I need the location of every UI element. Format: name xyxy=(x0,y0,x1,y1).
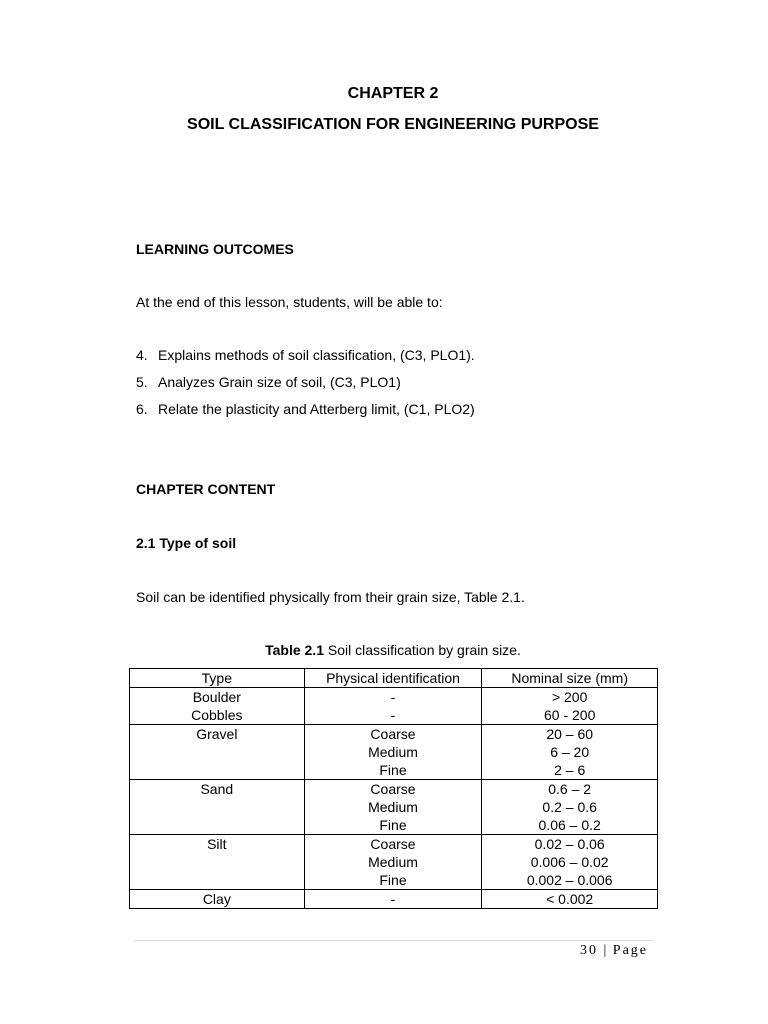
table-row xyxy=(130,835,658,854)
footer-divider xyxy=(134,940,654,941)
cell-type: Boulder xyxy=(130,688,305,707)
chapter-title: CHAPTER 2 xyxy=(347,85,439,102)
table-row xyxy=(130,890,658,909)
cell-identification: Coarse xyxy=(304,725,482,744)
table-row xyxy=(130,853,658,871)
learning-outcomes-intro: At the end of this lesson, students, will be able to: xyxy=(136,294,443,310)
cell-identification: Coarse xyxy=(304,780,482,799)
list-item-number: 6. xyxy=(136,401,148,417)
list-item xyxy=(136,346,475,373)
list-item xyxy=(136,400,475,427)
cell-type xyxy=(130,816,305,835)
cell-size: > 200 xyxy=(482,688,658,707)
table-row xyxy=(130,780,658,799)
list-item-text: Explains methods of soil classification, (C3, PLO1). xyxy=(158,347,475,363)
cell-type: Clay xyxy=(130,890,305,909)
column-header-physical-identification: Physical identification xyxy=(304,669,482,688)
cell-size: 0.006 – 0.02 xyxy=(482,853,658,871)
list-item-number: 5. xyxy=(136,374,148,390)
table-row xyxy=(130,706,658,725)
page-footer xyxy=(580,943,648,959)
cell-type: Gravel xyxy=(130,725,305,744)
cell-type: Cobbles xyxy=(130,706,305,725)
cell-size: < 0.002 xyxy=(482,890,658,909)
table-row xyxy=(130,743,658,761)
table-row xyxy=(130,761,658,780)
cell-identification: Fine xyxy=(304,761,482,780)
cell-identification: - xyxy=(304,890,482,909)
cell-type xyxy=(130,761,305,780)
cell-size: 0.06 – 0.2 xyxy=(482,816,658,835)
table-caption-text: Soil classification by grain size. xyxy=(324,642,521,658)
cell-size: 0.2 – 0.6 xyxy=(482,798,658,816)
table-row xyxy=(130,688,658,707)
chapter-content-heading: CHAPTER CONTENT xyxy=(136,481,276,497)
column-header-nominal-size: Nominal size (mm) xyxy=(482,669,658,688)
page-word: Page xyxy=(612,943,648,958)
cell-type xyxy=(130,871,305,890)
cell-type: Silt xyxy=(130,835,305,854)
cell-size: 0.002 – 0.006 xyxy=(482,871,658,890)
cell-identification: Medium xyxy=(304,853,482,871)
cell-size: 20 – 60 xyxy=(482,725,658,744)
table-row xyxy=(130,798,658,816)
section-heading: 2.1 Type of soil xyxy=(136,535,237,551)
list-item-text: Analyzes Grain size of soil, (C3, PLO1) xyxy=(158,374,401,390)
table-caption-label: Table 2.1 xyxy=(265,642,324,658)
column-header-type: Type xyxy=(130,669,305,688)
cell-identification: Coarse xyxy=(304,835,482,854)
cell-type xyxy=(130,798,305,816)
learning-outcomes-list xyxy=(136,346,475,427)
table-caption xyxy=(0,642,768,658)
cell-size: 6 – 20 xyxy=(482,743,658,761)
cell-size: 0.02 – 0.06 xyxy=(482,835,658,854)
list-item xyxy=(136,373,475,400)
soil-classification-table xyxy=(129,668,658,909)
cell-identification: Medium xyxy=(304,743,482,761)
cell-type xyxy=(130,743,305,761)
cell-size: 2 – 6 xyxy=(482,761,658,780)
page-number: 30 xyxy=(579,943,598,958)
cell-identification: Fine xyxy=(304,816,482,835)
table-row xyxy=(130,725,658,744)
page-separator: | xyxy=(603,943,608,958)
cell-size: 60 - 200 xyxy=(482,706,658,725)
section-intro: Soil can be identified physically from their grain size, Table 2.1. xyxy=(136,589,525,605)
table-header-row xyxy=(130,669,658,688)
cell-identification: Medium xyxy=(304,798,482,816)
cell-type: Sand xyxy=(130,780,305,799)
chapter-subtitle: SOIL CLASSIFICATION FOR ENGINEERING PURPOSE xyxy=(187,116,599,133)
cell-identification: Fine xyxy=(304,871,482,890)
table-row xyxy=(130,816,658,835)
cell-identification: - xyxy=(304,706,482,725)
cell-size: 0.6 – 2 xyxy=(482,780,658,799)
list-item-text: Relate the plasticity and Atterberg limit, (C1, PLO2) xyxy=(158,401,475,417)
learning-outcomes-heading: LEARNING OUTCOMES xyxy=(136,241,294,257)
cell-identification: - xyxy=(304,688,482,707)
cell-type xyxy=(130,853,305,871)
list-item-number: 4. xyxy=(136,347,148,363)
table-row xyxy=(130,871,658,890)
